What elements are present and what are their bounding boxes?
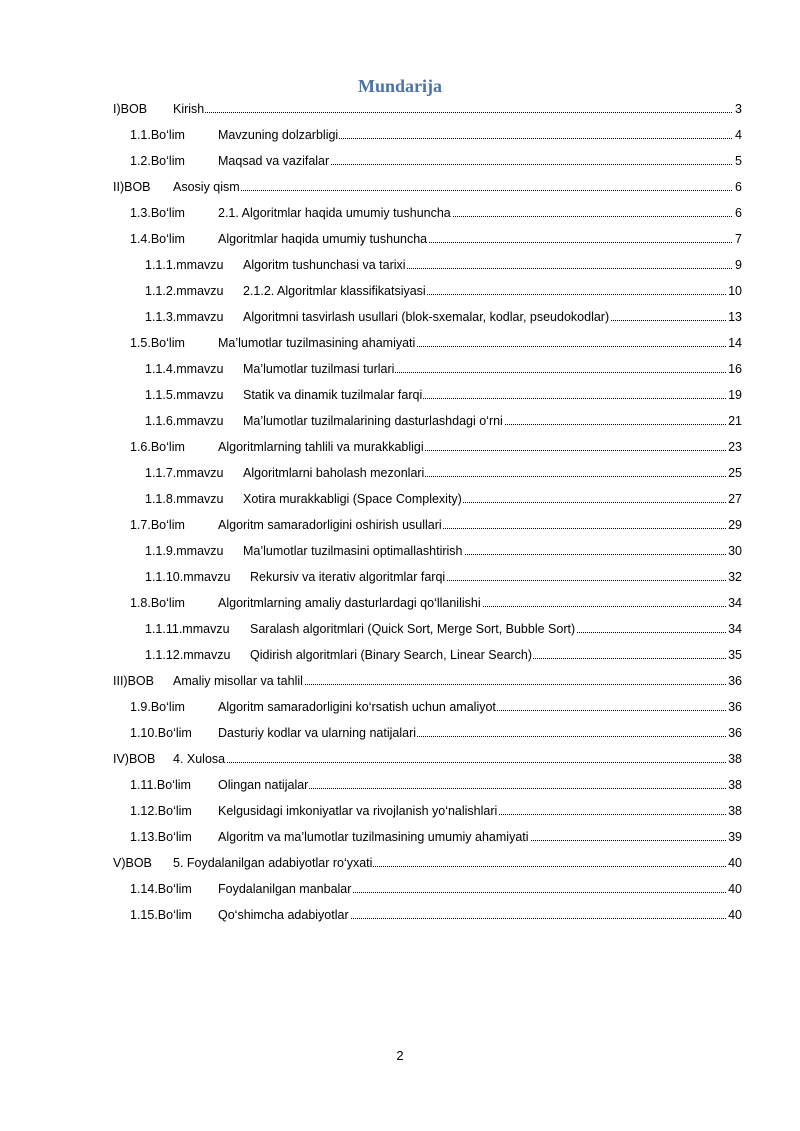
toc-entry[interactable] <box>113 148 742 174</box>
toc-entry-number: 1.1.3.mmavzu <box>145 310 224 324</box>
toc-entry-number: 1.8.Bo‘lim <box>130 596 185 610</box>
toc-entry-title: 2.1. Algoritmlar haqida umumiy tushuncha <box>218 206 451 220</box>
toc-entry-title: Rekursiv va iterativ algoritmlar farqi <box>250 570 446 584</box>
dot-leader <box>173 190 732 191</box>
toc-entry-title: Amaliy misollar va tahlil <box>173 674 303 688</box>
toc-entry[interactable] <box>113 850 742 876</box>
toc-entry-title: Ma’lumotlar tuzilmalarining dasturlashdagi o‘rni <box>243 414 503 428</box>
toc-entry-number: 1.13.Bo‘lim <box>130 830 192 844</box>
toc-entry[interactable] <box>113 330 742 356</box>
toc-entry[interactable] <box>113 902 742 928</box>
toc-entry-title: Mavzuning dolzarbligi <box>218 128 339 142</box>
toc-entry-page: 6 <box>735 206 742 220</box>
toc-entry-title: 5. Foydalanilgan adabiyotlar ro‘yxati <box>173 856 373 870</box>
toc-entry-title: Maqsad va vazifalar <box>218 154 330 168</box>
toc-entry-page: 3 <box>735 102 742 116</box>
toc-entry[interactable] <box>113 746 742 772</box>
toc-entry-number: 1.12.Bo‘lim <box>130 804 192 818</box>
toc-entry-number: 1.1.Bo‘lim <box>130 128 185 142</box>
toc-entry-page: 10 <box>728 284 742 298</box>
toc-entry-page: 35 <box>728 648 742 662</box>
toc-entry-page: 23 <box>728 440 742 454</box>
toc-entry-page: 4 <box>735 128 742 142</box>
toc-entry-title: Algoritmni tasvirlash usullari (blok-sxemalar, kodlar, pseudokodlar) <box>243 310 610 324</box>
toc-entry-title: Qo‘shimcha adabiyotlar <box>218 908 349 922</box>
toc-entry-number: 1.2.Bo‘lim <box>130 154 185 168</box>
toc-entry[interactable] <box>113 174 742 200</box>
toc-entry-page: 38 <box>728 752 742 766</box>
toc-entry-number: 1.3.Bo‘lim <box>130 206 185 220</box>
toc-entry-number: 1.1.2.mmavzu <box>145 284 224 298</box>
toc-entry-title: 2.1.2. Algoritmlar klassifikatsiyasi <box>243 284 426 298</box>
toc-entry[interactable] <box>113 460 742 486</box>
toc-entry-page: 19 <box>728 388 742 402</box>
toc-entry[interactable] <box>113 226 742 252</box>
toc-entry-number: 1.15.Bo‘lim <box>130 908 192 922</box>
toc-entry-title: Kirish <box>173 102 205 116</box>
toc-entry[interactable] <box>113 252 742 278</box>
toc-entry[interactable] <box>113 772 742 798</box>
dot-leader <box>173 762 732 763</box>
toc-entry-title: Algoritmlar haqida umumiy tushuncha <box>218 232 428 246</box>
toc-entry[interactable] <box>113 590 742 616</box>
toc-entry[interactable] <box>113 382 742 408</box>
toc-entry[interactable] <box>113 668 742 694</box>
toc-entry-title: Foydalanilgan manbalar <box>218 882 352 896</box>
toc-entry-page: 32 <box>728 570 742 584</box>
toc-entry-page: 5 <box>735 154 742 168</box>
toc-entry-number: 1.10.Bo‘lim <box>130 726 192 740</box>
toc-entry-title: Olingan natijalar <box>218 778 309 792</box>
toc-entry[interactable] <box>113 616 742 642</box>
toc-entry[interactable] <box>113 434 742 460</box>
toc-entry-page: 27 <box>728 492 742 506</box>
toc-entry-page: 40 <box>728 882 742 896</box>
dot-leader <box>173 112 732 113</box>
toc-entry[interactable] <box>113 824 742 850</box>
toc-entry[interactable] <box>113 798 742 824</box>
toc-entry-number: 1.1.10.mmavzu <box>145 570 231 584</box>
toc-entry-page: 9 <box>735 258 742 272</box>
toc-entry[interactable] <box>113 96 742 122</box>
toc-entry-number: 1.5.Bo‘lim <box>130 336 185 350</box>
toc-entry[interactable] <box>113 694 742 720</box>
toc-entry-number: 1.1.6.mmavzu <box>145 414 224 428</box>
toc-entry-number: 1.1.12.mmavzu <box>145 648 231 662</box>
toc-entry-page: 7 <box>735 232 742 246</box>
toc-entry-number: II)BOB <box>113 180 151 194</box>
toc-entry-number: 1.7.Bo‘lim <box>130 518 185 532</box>
toc-entry[interactable] <box>113 278 742 304</box>
toc-entry-title: Ma’lumotlar tuzilmasi turlari <box>243 362 395 376</box>
toc-entry-title: Kelgusidagi imkoniyatlar va rivojlanish yo‘nalishlari <box>218 804 498 818</box>
toc-entry[interactable] <box>113 720 742 746</box>
toc-entry[interactable] <box>113 876 742 902</box>
toc-entry[interactable] <box>113 564 742 590</box>
toc-entry-title: Xotira murakkabligi (Space Complexity) <box>243 492 462 506</box>
toc-entry-page: 36 <box>728 674 742 688</box>
toc-entry-title: Ma’lumotlar tuzilmasining ahamiyati <box>218 336 416 350</box>
toc-title: Mundarija <box>357 76 442 96</box>
toc-entry-title: Algoritmlarning amaliy dasturlardagi qo‘llanilishi <box>218 596 481 610</box>
toc-entry-page: 38 <box>728 804 742 818</box>
toc-entry-title: Algoritm va ma’lumotlar tuzilmasining umumiy ahamiyati <box>218 830 529 844</box>
toc-entry[interactable] <box>113 356 742 382</box>
toc-entry-title: Saralash algoritmlari (Quick Sort, Merge Sort, Bubble Sort) <box>250 622 576 636</box>
toc-entry[interactable] <box>113 512 742 538</box>
toc-entry-title: Algoritmlarning tahlili va murakkabligi <box>218 440 424 454</box>
toc-entry[interactable] <box>113 122 742 148</box>
toc-entry[interactable] <box>113 642 742 668</box>
toc-entry-number: V)BOB <box>113 856 152 870</box>
toc-entry-page: 30 <box>728 544 742 558</box>
toc-entry-page: 14 <box>728 336 742 350</box>
toc-entry-number: 1.1.4.mmavzu <box>145 362 224 376</box>
toc-entry[interactable] <box>113 304 742 330</box>
toc-entry-number: 1.1.7.mmavzu <box>145 466 224 480</box>
toc-entry-page: 13 <box>728 310 742 324</box>
toc-entry-page: 6 <box>735 180 742 194</box>
toc-entry[interactable] <box>113 486 742 512</box>
toc-entry-number: 1.4.Bo‘lim <box>130 232 185 246</box>
toc-entry-page: 21 <box>728 414 742 428</box>
toc-entry-number: IV)BOB <box>113 752 156 766</box>
toc-entry-page: 40 <box>728 908 742 922</box>
toc-entry-number: III)BOB <box>113 674 154 688</box>
toc-entry-number: 1.1.8.mmavzu <box>145 492 224 506</box>
toc-entry-title: Asosiy qism <box>173 180 240 194</box>
toc-entry-title: Algoritm samaradorligini oshirish usullari <box>218 518 442 532</box>
table-of-contents <box>113 96 742 928</box>
toc-entry-title: Algoritm samaradorligini ko‘rsatish uchun amaliyot <box>218 700 496 714</box>
toc-entry-title: 4. Xulosa <box>173 752 226 766</box>
toc-entry-number: 1.1.1.mmavzu <box>145 258 224 272</box>
toc-entry[interactable] <box>113 408 742 434</box>
toc-entry-page: 29 <box>728 518 742 532</box>
toc-entry-number: 1.1.11.mmavzu <box>145 622 230 636</box>
toc-entry[interactable] <box>113 538 742 564</box>
page-number: 2 <box>396 1048 404 1063</box>
toc-entry-title: Statik va dinamik tuzilmalar farqi <box>243 388 423 402</box>
toc-entry-page: 34 <box>728 622 742 636</box>
toc-entry-title: Dasturiy kodlar va ularning natijalari <box>218 726 417 740</box>
toc-entry-number: 1.1.9.mmavzu <box>145 544 224 558</box>
toc-entry-number: 1.14.Bo‘lim <box>130 882 192 896</box>
toc-entry-number: 1.1.5.mmavzu <box>145 388 224 402</box>
toc-entry-title: Qidirish algoritmlari (Binary Search, Linear Search) <box>250 648 533 662</box>
toc-entry[interactable] <box>113 200 742 226</box>
toc-entry-page: 25 <box>728 466 742 480</box>
toc-entry-page: 38 <box>728 778 742 792</box>
toc-entry-page: 39 <box>728 830 742 844</box>
toc-entry-number: I)BOB <box>113 102 148 116</box>
toc-entry-number: 1.9.Bo‘lim <box>130 700 185 714</box>
toc-entry-page: 36 <box>728 726 742 740</box>
toc-entry-title: Algoritm tushunchasi va tarixi <box>243 258 406 272</box>
toc-entry-number: 1.6.Bo‘lim <box>130 440 185 454</box>
toc-entry-number: 1.11.Bo‘lim <box>130 778 191 792</box>
toc-entry-page: 34 <box>728 596 742 610</box>
toc-entry-title: Ma’lumotlar tuzilmasini optimallashtirish <box>243 544 463 558</box>
toc-entry-page: 16 <box>728 362 742 376</box>
toc-entry-title: Algoritmlarni baholash mezonlari <box>243 466 425 480</box>
toc-entry-page: 40 <box>728 856 742 870</box>
toc-entry-page: 36 <box>728 700 742 714</box>
